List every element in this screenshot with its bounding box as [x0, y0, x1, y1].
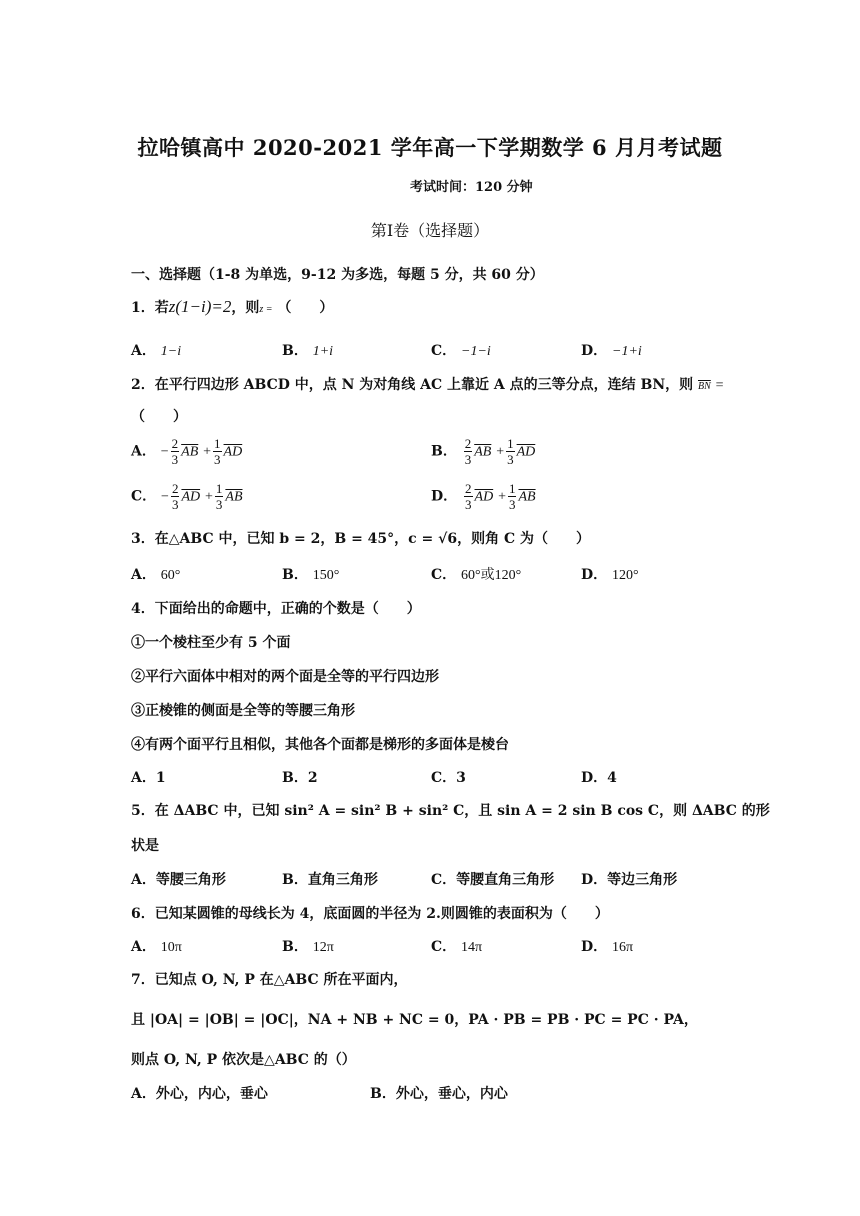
question-2-stem: [131, 374, 724, 394]
q6-option-b-label: B．: [282, 939, 308, 955]
q3-option-a-label: A．: [131, 567, 156, 583]
q2-c-num2: 1: [215, 481, 223, 496]
q1-prefix: 1．若: [131, 300, 169, 316]
q2-option-a[interactable]: [131, 436, 242, 467]
q2-a-sign1: −: [160, 444, 169, 460]
q2-ask-eq: =: [715, 378, 724, 393]
q5-option-d[interactable]: D．等边三角形: [581, 872, 678, 888]
q2-c-frac2: [215, 481, 224, 512]
q1-option-c[interactable]: [431, 340, 491, 360]
q2-option-d-label: D．: [431, 488, 458, 505]
q2-a-den1: 3: [171, 452, 179, 467]
q2-d-frac1: [464, 481, 473, 512]
q2-c-vec2: $\overline{AB}$: [225, 489, 243, 505]
q2-d-sign2: +: [498, 489, 506, 505]
q6-option-d-label: D．: [581, 939, 608, 955]
q1-option-d-label: D．: [581, 343, 608, 359]
q3-option-d-value: 120°: [612, 568, 639, 583]
q7-ask: 则点 O, N, P 依次是△ABC 的（）: [131, 1052, 356, 1068]
question-1-stem: [131, 297, 333, 317]
q2-d-num1: 2: [465, 481, 472, 496]
q7-option-a[interactable]: A．外心，内心，垂心: [131, 1086, 268, 1102]
q7-option-b[interactable]: B．外心，垂心，内心: [370, 1086, 508, 1102]
instruction: 一、选择题（1-8 为单选，9-12 为多选，每题 5 分，共 60 分）: [131, 267, 544, 283]
q1-option-a-label: A．: [131, 343, 156, 359]
q2-c-sign1: −: [161, 489, 169, 505]
q2-a-vec1: $\overline{AB}$: [181, 444, 199, 460]
q2-d-vec1: $\overline{AD}$: [474, 489, 494, 505]
q1-option-a-value: 1−i: [160, 344, 182, 359]
q1-option-c-value: −1−i: [461, 344, 491, 359]
q2-b-num1: 2: [464, 436, 472, 451]
q1-option-b-label: B．: [282, 343, 308, 359]
q2-a-frac2: [213, 436, 222, 467]
q2-b-frac2: [506, 436, 515, 467]
q2-b-num2: 1: [507, 436, 514, 451]
q4-option-c[interactable]: C．3: [431, 770, 466, 786]
q2-b-den1: 3: [464, 452, 472, 467]
q2-a-sign2: +: [203, 444, 212, 460]
q1-option-b-value: 1+i: [312, 344, 334, 359]
q4-item-3: ③正棱锥的侧面是全等的等腰三角形: [131, 703, 355, 719]
q4-option-a[interactable]: A．1: [131, 770, 166, 786]
q3-option-d[interactable]: [581, 564, 639, 584]
q2-d-frac2: [508, 481, 517, 512]
q1-option-a[interactable]: [131, 340, 181, 360]
q6-option-c-label: C．: [431, 939, 457, 955]
q2-c-vec1: $\overline{AD}$: [181, 489, 201, 505]
q2-d-num2: 1: [508, 481, 516, 496]
q2-c-frac1: [171, 481, 180, 512]
q3-option-b-value: 150°: [312, 568, 340, 583]
question-4-stem: 4．下面给出的命题中，正确的个数是（ ）: [131, 601, 421, 617]
q4-option-b[interactable]: B．2: [282, 770, 318, 786]
q6-option-a-label: A．: [131, 939, 156, 955]
q2-option-c[interactable]: [131, 481, 243, 512]
exam-title: 拉哈镇高中 2020-2021 学年高一下学期数学 6 月月考试题: [137, 135, 723, 160]
q1-expression: z(1−i)=2: [168, 297, 232, 316]
q1-option-c-label: C．: [431, 343, 457, 359]
q2-c-sign2: +: [204, 489, 213, 505]
q2-c-num1: 2: [171, 481, 179, 496]
q6-option-d-value: 16π: [612, 940, 634, 955]
q1-paren: （ ）: [277, 300, 334, 316]
q2-b-frac1: [464, 436, 473, 467]
q7-condition: 且 |OA| = |OB| = |OC|，NA + NB + NC = 0，PA · PB = PB · PC = PC · PA，: [131, 1012, 698, 1028]
q1-ask: z =: [259, 304, 273, 315]
q3-option-b-label: B．: [282, 567, 308, 583]
q4-item-2: ②平行六面体中相对的两个面是全等的平行四边形: [131, 669, 439, 685]
question-5-stem-cont: 状是: [131, 838, 159, 854]
q2-a-num1: 2: [171, 436, 179, 451]
q2-stem-text: 2．在平行四边形 ABCD 中，点 N 为对角线 AC 上靠近 A 点的三等分点，连结 BN，则: [131, 377, 694, 393]
q5-option-c[interactable]: C．等腰直角三角形: [431, 872, 555, 888]
question-6-stem: 6．已知某圆锥的母线长为 4，底面圆的半径为 2.则圆锥的表面积为（ ）: [131, 906, 609, 922]
q1-option-d[interactable]: [581, 340, 642, 360]
q6-option-c[interactable]: [431, 936, 482, 956]
q2-a-frac1: [171, 436, 180, 467]
q3-option-c-label: C．: [431, 567, 457, 583]
q3-option-c-value: 60°或120°: [461, 568, 522, 583]
q2-option-d[interactable]: [431, 481, 536, 512]
q2-paren: （ ）: [131, 409, 187, 425]
q2-c-den1: 3: [171, 497, 179, 512]
q2-b-vec1: $\overline{AB}$: [474, 444, 492, 460]
q3-option-c[interactable]: [431, 564, 521, 584]
question-7-stem: 7．已知点 O, N, P 在△ABC 所在平面内，: [131, 972, 408, 988]
q6-option-b-value: 12π: [312, 940, 334, 955]
q2-a-num2: 1: [214, 436, 221, 451]
q2-option-b[interactable]: [431, 436, 535, 467]
q5-option-a[interactable]: A．等腰三角形: [131, 872, 226, 888]
q2-option-a-label: A．: [131, 443, 156, 460]
question-5-stem: 5．在 ΔABC 中，已知 sin² A = sin² B + sin² C，且 sin A = 2 sin B cos C，则 ΔABC 的形: [131, 803, 770, 819]
q2-b-sign2: +: [496, 444, 505, 460]
q2-d-den2: 3: [508, 497, 516, 512]
q4-option-d[interactable]: D．4: [581, 770, 617, 786]
q2-b-den2: 3: [507, 452, 514, 467]
q6-option-c-value: 14π: [461, 940, 483, 955]
section-heading: 第Ⅰ卷（选择题）: [370, 221, 490, 240]
q2-b-vec2: $\overline{AD}$: [516, 444, 536, 460]
q6-option-a-value: 10π: [160, 940, 182, 955]
q5-option-b[interactable]: B．直角三角形: [282, 872, 378, 888]
q6-option-d[interactable]: [581, 936, 633, 956]
q4-item-1: ①一个棱柱至少有 5 个面: [131, 635, 291, 651]
q3-option-d-label: D．: [581, 567, 608, 583]
q1-mid: ，则: [231, 300, 260, 316]
q6-option-b[interactable]: [282, 936, 334, 956]
exam-time: 考试时间：120 分钟: [410, 180, 533, 195]
q2-a-den2: 3: [214, 452, 221, 467]
q2-option-c-label: C．: [131, 488, 157, 505]
q1-option-b[interactable]: [282, 340, 333, 360]
question-3-stem: 3．在△ABC 中，已知 b = 2，B = 45°，c = √6，则角 C 为（ ）: [131, 531, 590, 547]
q6-option-a[interactable]: [131, 936, 182, 956]
q2-a-vec2: $\overline{AD}$: [223, 444, 243, 460]
q3-option-a-value: 60°: [160, 568, 181, 583]
q2-d-den1: 3: [465, 497, 472, 512]
q2-option-b-label: B．: [431, 443, 457, 460]
q1-option-d-value: −1+i: [612, 344, 642, 359]
q2-c-den2: 3: [215, 497, 223, 512]
q2-ask-vector: $\overline{BN}$: [698, 381, 711, 392]
q2-d-vec2: $\overline{AB}$: [518, 489, 536, 505]
q4-item-4: ④有两个面平行且相似，其他各个面都是梯形的多面体是棱台: [131, 737, 509, 753]
q3-option-b[interactable]: [282, 564, 339, 584]
q3-option-a[interactable]: [131, 564, 180, 584]
